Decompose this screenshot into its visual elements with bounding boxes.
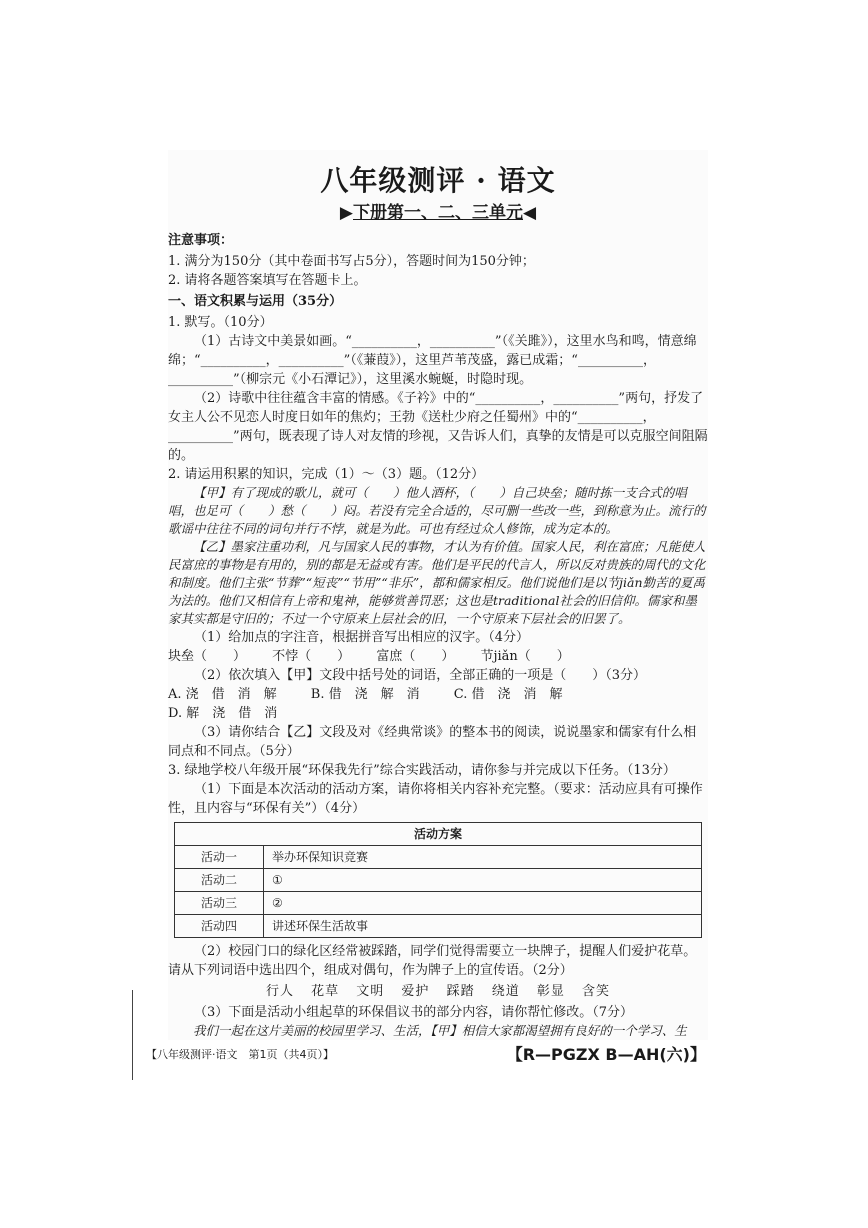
word-item: 绕道 xyxy=(491,984,520,999)
activity-name: 活动四 xyxy=(175,915,264,938)
activity-plan-table xyxy=(174,822,702,938)
activity-content: ② xyxy=(264,892,702,915)
exam-subtitle xyxy=(168,204,708,223)
notice-heading: 注意事项： xyxy=(168,233,234,248)
word-item: 含笑 xyxy=(582,984,611,999)
proposal-text: 我们一起在这片美丽的校园里学习、生活，【甲】相信大家都渴望拥有良好的一个学习、生 xyxy=(193,1023,687,1038)
q3-stem: 3. 绿地学校八年级开展“环保我先行”综合实践活动，请你参与并完成以下任务。（13分） xyxy=(168,763,676,778)
word-item: 行人 xyxy=(265,984,294,999)
activity-content: 举办环保知识竞赛 xyxy=(264,846,702,869)
q3-sub-2: （2）校园门口的绿化区经常被踩踏，同学们觉得需要立一块牌子，提醒人们爱护花草。请从下列词语中选出四个，组成对偶句，作为牌子上的宣传语。（2分） xyxy=(168,944,697,978)
exam-title: 八年级测评 · 语文 xyxy=(320,164,556,197)
notice-item-1: 1. 满分为150分（其中卷面书写占5分），答题时间为150分钟； xyxy=(168,254,535,269)
q1-part-2: （2）诗歌中往往蕴含丰富的情感。《子衿》中的“__________，__________”两句，抒发了女主人公不见恋人时度日如年的焦灼；王勃《送杜少府之任蜀州》中的“__________，__________”两句，既表现了诗人对友情的珍视，又告诉人们，真挚的友情是可以克服空间阻隔的。 xyxy=(168,391,708,463)
q1-part-1: （1）古诗文中美景如画。“__________，__________”（《关雎》），这里水鸟和鸣，情意绵绵；“__________，__________”（《蒹葭》），这里芦苇茂盛，露已成霜；“__________，__________”（柳宗元《小石潭记》），这里溪水蜿蜒，时隐时现。 xyxy=(168,334,697,387)
binding-margin-line xyxy=(132,990,133,1080)
passage-a: 【甲】有了现成的歌儿，就可（ ）他人酒杯，（ ）自己块垒；随时拣一支合式的唱唱，也足可（ ）愁（ ）闷。若没有完全合适的，尽可删一些改一些，到称意为止。流行的歌谣中往往不同的词句并行不悖，就是为此。可也有经过众人修饰，成为定本的。 xyxy=(168,485,706,536)
q3-sub-1: （1）下面是本次活动的活动方案，请你将相关内容补充完整。（要求：活动应具有可操作性，且内容与“环保有关”）（4分） xyxy=(168,782,703,816)
word-item: 踩踏 xyxy=(446,984,475,999)
page-footer xyxy=(146,1042,706,1065)
q2-sub-1: （1）给加点的字注音，根据拼音写出相应的汉字。（4分） xyxy=(194,630,530,645)
activity-name: 活动三 xyxy=(175,892,264,915)
table-row xyxy=(175,869,702,892)
activity-name: 活动二 xyxy=(175,869,264,892)
notice-item-2: 2. 请将各题答案填写在答题卡上。 xyxy=(168,273,367,288)
q2-stem: 2. 请运用积累的知识，完成（1）～（3）题。（12分） xyxy=(168,467,485,482)
table-row xyxy=(175,915,702,938)
q2-sub-3: （3）请你结合【乙】文段及对《经典常谈》的整本书的阅读，说说墨家和儒家有什么相同点和不同点。（5分） xyxy=(168,725,697,759)
activity-name: 活动一 xyxy=(175,846,264,869)
left-triangle-icon: ◀ xyxy=(523,203,537,223)
table-row xyxy=(175,846,702,869)
option-a: A. 浇 借 消 解 xyxy=(168,687,277,702)
activity-content: ① xyxy=(264,869,702,892)
section-1-heading: 一、语文积累与运用（35分） xyxy=(168,294,343,309)
footer-code: 【R—PGZX B—AH(六)】 xyxy=(506,1045,706,1064)
passage-b: 【乙】墨家注重功利，凡与国家人民的事物，才认为有价值。国家人民，利在富庶；凡能使人民富庶的事物是有用的，别的都是无益或有害。他们是平民的代言人，所以反对贵族的周代的文化和制度。他们主张“节葬”“短丧”“节用”“非乐”，都和儒家相反。他们说他们是以节jiǎn勤苦的夏禹为法的。他们又相信有上帝和鬼神，能够赏善罚恶；这也是traditional社会的旧信仰。儒家和墨家其实都是守旧的；不过一个守原来上层社会的旧，一个守原来下层社会的旧罢了。 xyxy=(168,539,706,626)
footer-page-info: 【八年级测评·语文 第1页（共4页）】 xyxy=(146,1047,334,1061)
q1-stem: 1. 默写。（10分） xyxy=(168,315,273,330)
word-item: 文明 xyxy=(356,984,385,999)
exam-paper xyxy=(168,150,708,1040)
word-item: 爱护 xyxy=(401,984,430,999)
q3-sub-3: （3）下面是活动小组起草的环保倡议书的部分内容，请你帮忙修改。（7分） xyxy=(194,1005,634,1020)
word-item: 彰显 xyxy=(536,984,565,999)
option-c: C. 借 浇 消 解 xyxy=(453,687,563,702)
pinyin-item: 块垒（ ） xyxy=(168,649,247,664)
pinyin-item: 不悖（ ） xyxy=(272,649,351,664)
subtitle-text: 下册第一、二、三单元 xyxy=(353,203,523,223)
table-row xyxy=(175,892,702,915)
pinyin-item: 节jiǎn（ ） xyxy=(480,649,570,664)
q2-options xyxy=(168,685,708,723)
option-b: B. 借 浇 解 消 xyxy=(310,687,420,702)
activity-content: 讲述环保生活故事 xyxy=(264,915,702,938)
word-list xyxy=(168,982,708,1001)
word-item: 花草 xyxy=(311,984,340,999)
option-d: D. 解 浇 借 消 xyxy=(168,706,278,721)
right-triangle-icon: ▶ xyxy=(339,203,353,223)
pinyin-item: 富庶（ ） xyxy=(376,649,455,664)
table-title: 活动方案 xyxy=(175,823,702,846)
pinyin-row xyxy=(168,647,708,666)
q2-sub-2: （2）依次填入【甲】文段中括号处的词语，全部正确的一项是（ ）（3分） xyxy=(194,668,647,683)
